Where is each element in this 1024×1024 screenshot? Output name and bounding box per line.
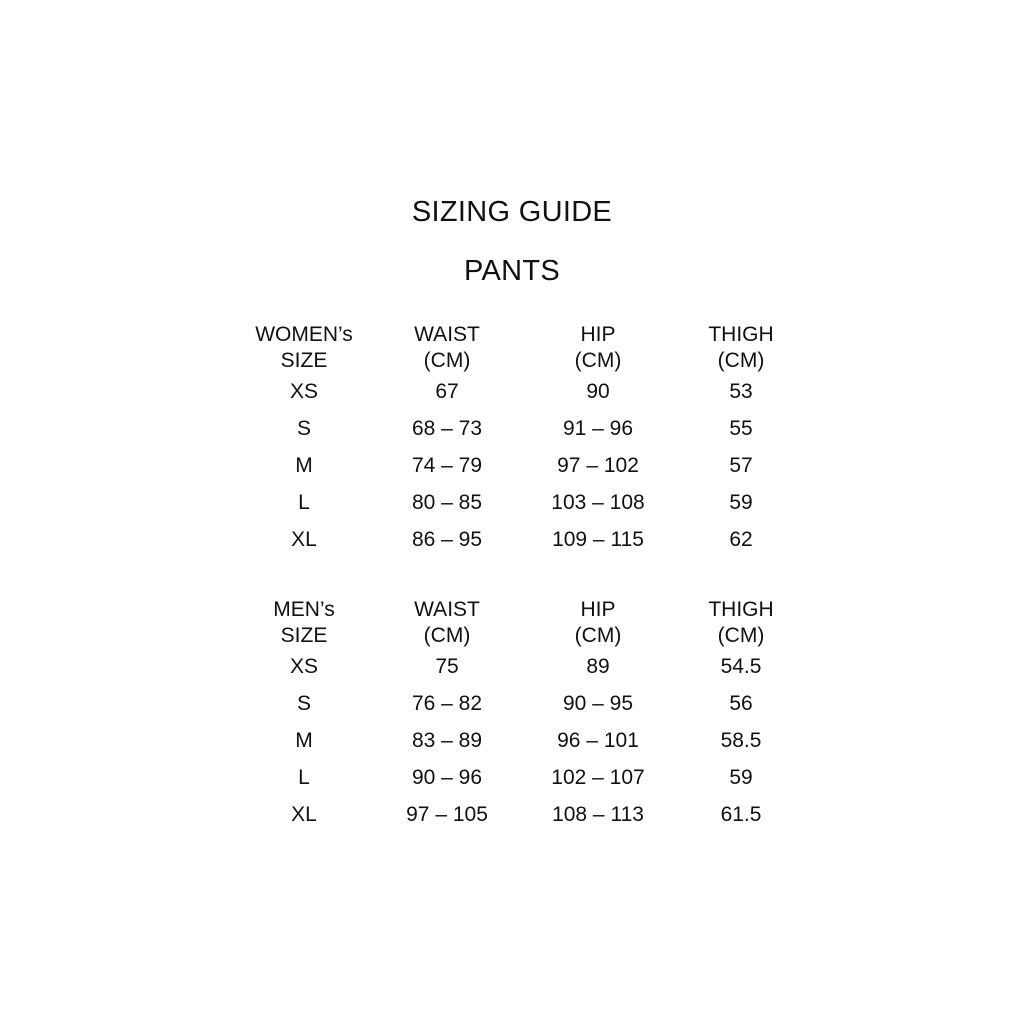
header-line: (CM) — [717, 349, 765, 372]
table-cell: 83 – 89 — [411, 729, 483, 752]
table-cell: 59 — [729, 766, 753, 789]
womens-header-waist — [367, 322, 527, 374]
table-cell: 108 – 113 — [552, 803, 644, 826]
table-cell: 57 — [729, 454, 753, 477]
table-cell: 59 — [729, 491, 753, 514]
table-cell: XS — [289, 380, 318, 403]
table-cell: 62 — [729, 528, 753, 551]
table-cell: 58.5 — [720, 729, 762, 752]
table-cell: 90 – 95 — [562, 692, 634, 715]
table-cell: M — [295, 454, 313, 477]
table-cell: 109 – 115 — [552, 528, 644, 551]
table-cell: 67 — [435, 380, 459, 403]
table-cell: 53 — [729, 380, 753, 403]
table-cell: 86 – 95 — [411, 528, 483, 551]
table-cell: M — [295, 729, 313, 752]
womens-header-hip — [518, 322, 678, 374]
table-cell: 56 — [729, 692, 753, 715]
womens-header-size — [224, 322, 384, 374]
header-line: WOMEN’s — [255, 323, 353, 346]
table-cell: 61.5 — [720, 803, 762, 826]
table-cell: 91 – 96 — [562, 417, 634, 440]
table-cell: 76 – 82 — [411, 692, 483, 715]
header-line: WAIST — [414, 323, 480, 346]
mens-header-thigh — [661, 597, 821, 649]
table-cell: 54.5 — [720, 655, 762, 678]
table-cell: 97 – 102 — [557, 454, 639, 477]
table-cell: 97 – 105 — [406, 803, 488, 826]
table-cell: 90 – 96 — [411, 766, 483, 789]
table-cell: 102 – 107 — [551, 766, 645, 789]
header-line: (CM) — [423, 624, 471, 647]
table-cell: 96 – 101 — [557, 729, 639, 752]
table-cell: 55 — [729, 417, 753, 440]
table-cell: 89 — [586, 655, 610, 678]
header-line: (CM) — [574, 624, 622, 647]
table-cell: 75 — [435, 655, 459, 678]
sizing-guide-title: SIZING GUIDE — [411, 196, 613, 228]
table-cell: 74 – 79 — [411, 454, 483, 477]
header-line: SIZE — [280, 349, 328, 372]
table-cell: XL — [291, 528, 317, 551]
table-cell: 103 – 108 — [551, 491, 645, 514]
table-cell: 80 – 85 — [411, 491, 483, 514]
category-title: PANTS — [463, 255, 561, 287]
table-cell: S — [296, 417, 311, 440]
header-line: (CM) — [423, 349, 471, 372]
mens-header-waist — [367, 597, 527, 649]
header-line: HIP — [580, 598, 616, 621]
table-cell: 68 – 73 — [411, 417, 483, 440]
table-cell: 90 — [586, 380, 610, 403]
header-line: MEN’s — [273, 598, 335, 621]
header-line: HIP — [580, 323, 616, 346]
table-cell: L — [298, 766, 310, 789]
table-cell: S — [296, 692, 311, 715]
header-line: (CM) — [574, 349, 622, 372]
mens-header-hip — [518, 597, 678, 649]
header-line: WAIST — [414, 598, 480, 621]
header-line: SIZE — [280, 624, 328, 647]
table-cell: L — [298, 491, 310, 514]
mens-header-size — [224, 597, 384, 649]
header-line: THIGH — [708, 323, 774, 346]
header-line: (CM) — [717, 624, 765, 647]
header-line: THIGH — [708, 598, 774, 621]
table-cell: XS — [289, 655, 318, 678]
womens-header-thigh — [661, 322, 821, 374]
table-cell: XL — [291, 803, 317, 826]
